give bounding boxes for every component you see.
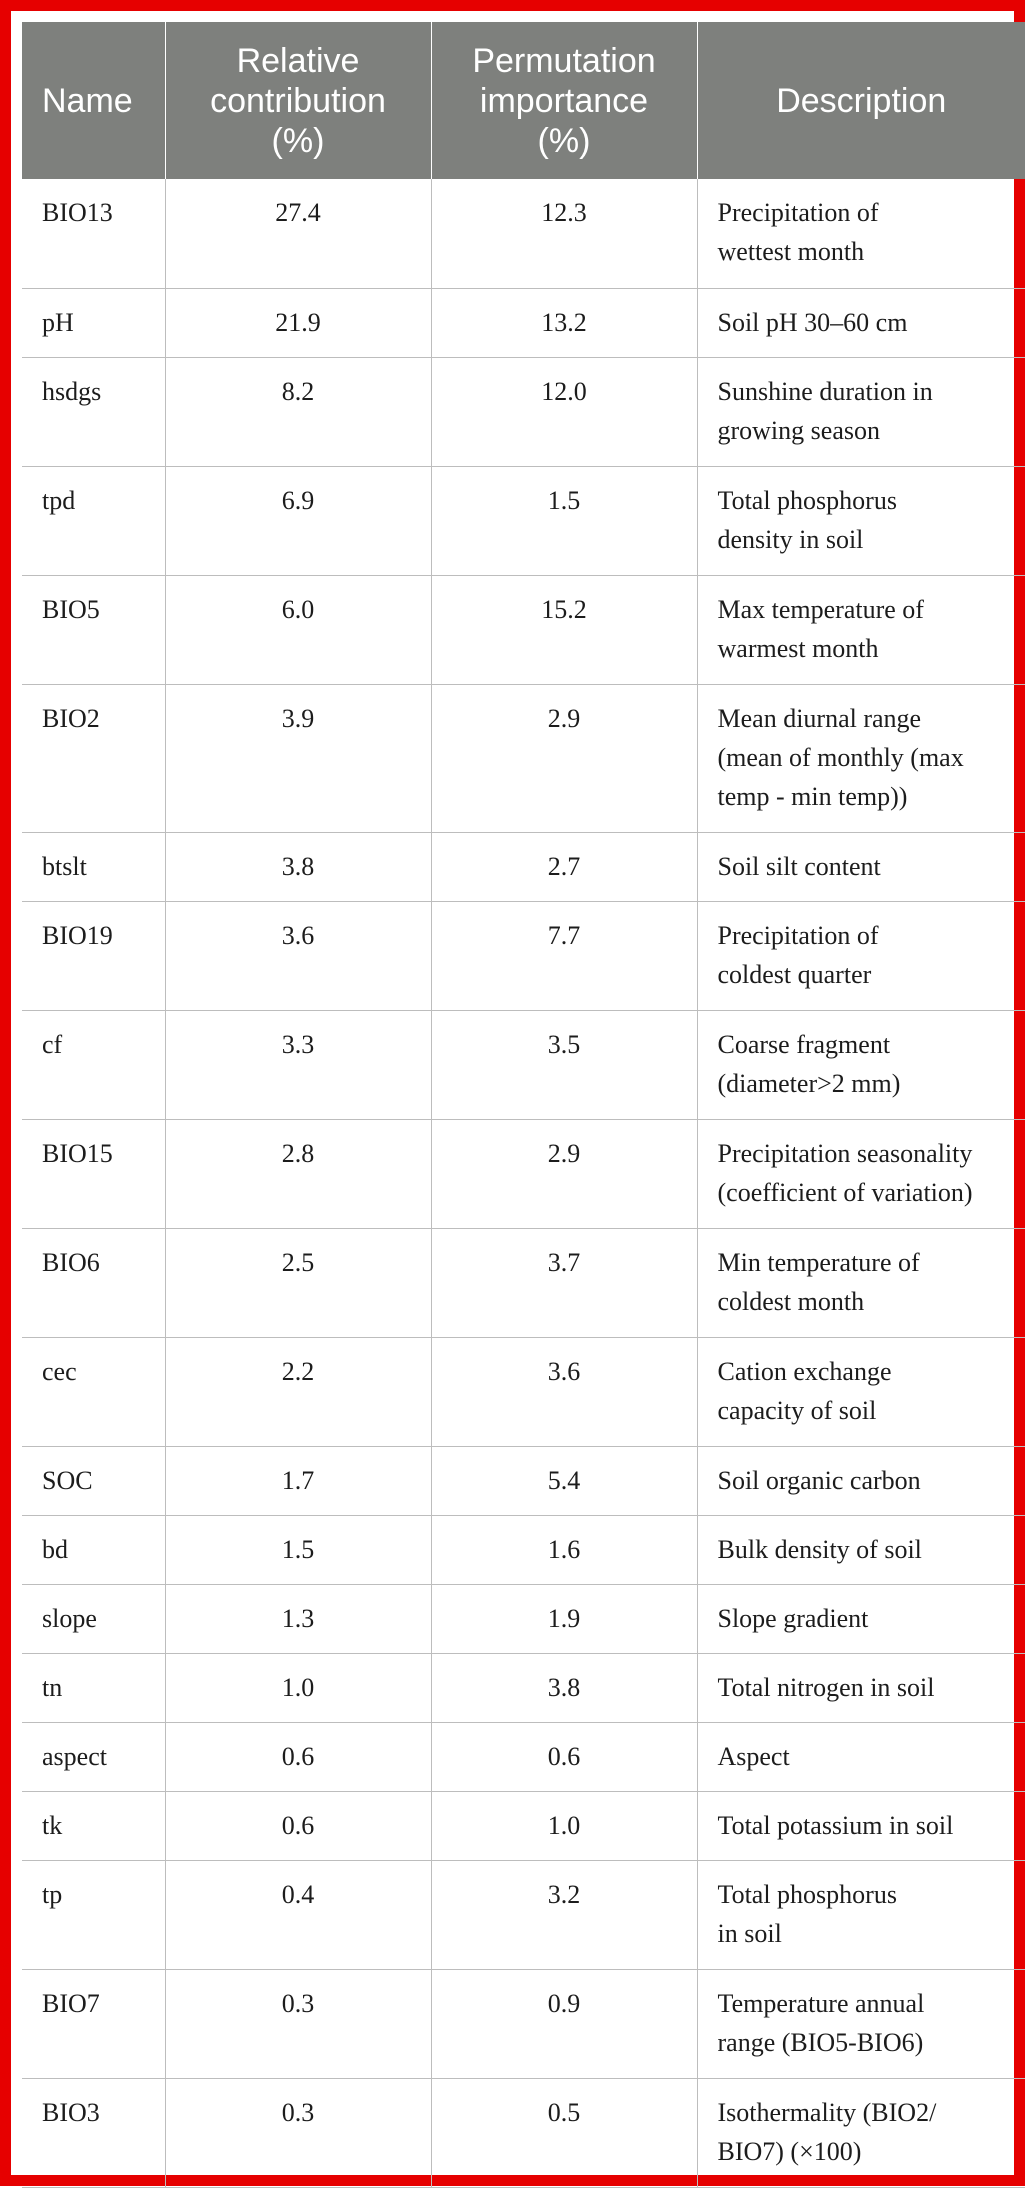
cell-description: Min temperature of coldest month — [697, 1228, 1025, 1337]
cell-relative-contribution: 2.8 — [165, 1119, 431, 1228]
cell-description: Soil pH 30–60 cm — [697, 288, 1025, 357]
table-header — [22, 22, 1025, 179]
cell-description: Precipitation seasonality (coefficient of variation) — [697, 1119, 1025, 1228]
header-description: Description — [776, 81, 947, 120]
cell-relative-contribution: 27.4 — [165, 179, 431, 288]
cell-description: Precipitation of coldest quarter — [697, 901, 1025, 1010]
table-row — [22, 2078, 1025, 2187]
cell-relative-contribution: 0.4 — [165, 1860, 431, 1969]
table-row — [22, 1860, 1025, 1969]
cell-name: cec — [22, 1337, 165, 1446]
cell-name: SOC — [22, 1446, 165, 1515]
cell-description: Aspect — [697, 1722, 1025, 1791]
cell-relative-contribution: 8.2 — [165, 357, 431, 466]
cell-name: BIO5 — [22, 575, 165, 684]
cell-permutation-importance: 3.7 — [431, 1228, 697, 1337]
table-row — [22, 179, 1025, 288]
table-row — [22, 1119, 1025, 1228]
cell-permutation-importance: 3.8 — [431, 1653, 697, 1722]
cell-relative-contribution: 3.9 — [165, 684, 431, 832]
cell-permutation-importance: 2.9 — [431, 684, 697, 832]
header-name: Name — [22, 22, 165, 179]
cell-relative-contribution: 6.9 — [165, 466, 431, 575]
cell-name: tn — [22, 1653, 165, 1722]
cell-description: Mean diurnal range (mean of monthly (max temp - min temp)) — [697, 684, 1025, 832]
cell-relative-contribution: 1.7 — [165, 1446, 431, 1515]
cell-permutation-importance: 12.3 — [431, 179, 697, 288]
cell-name: pH — [22, 288, 165, 357]
cell-name: tpd — [22, 466, 165, 575]
cell-name: BIO3 — [22, 2078, 165, 2187]
cell-relative-contribution: 2.2 — [165, 1337, 431, 1446]
table-row — [22, 466, 1025, 575]
header-row — [22, 22, 1025, 179]
cell-description: Bulk density of soil — [697, 1515, 1025, 1584]
cell-name: slope — [22, 1584, 165, 1653]
table-row — [22, 901, 1025, 1010]
cell-permutation-importance: 7.7 — [431, 901, 697, 1010]
table-row — [22, 1337, 1025, 1446]
cell-permutation-importance: 1.0 — [431, 1791, 697, 1860]
cell-name: BIO6 — [22, 1228, 165, 1337]
cell-permutation-importance: 12.0 — [431, 357, 697, 466]
table-row — [22, 1722, 1025, 1791]
table-row — [22, 1228, 1025, 1337]
cell-permutation-importance: 0.9 — [431, 1969, 697, 2078]
cell-relative-contribution: 1.5 — [165, 1515, 431, 1584]
cell-description: Total potassium in soil — [697, 1791, 1025, 1860]
table-row — [22, 1515, 1025, 1584]
cell-relative-contribution: 3.8 — [165, 832, 431, 901]
table-row — [22, 1969, 1025, 2078]
table-row — [22, 1791, 1025, 1860]
cell-permutation-importance: 15.2 — [431, 575, 697, 684]
cell-description: Slope gradient — [697, 1584, 1025, 1653]
cell-description: Temperature annual range (BIO5-BIO6) — [697, 1969, 1025, 2078]
cell-relative-contribution: 21.9 — [165, 288, 431, 357]
cell-permutation-importance: 1.6 — [431, 1515, 697, 1584]
header-permutation-importance: Permutation importance (%) — [431, 22, 697, 179]
table-row — [22, 1584, 1025, 1653]
cell-relative-contribution: 3.6 — [165, 901, 431, 1010]
cell-name: tp — [22, 1860, 165, 1969]
cell-name: hsdgs — [22, 357, 165, 466]
table-row — [22, 357, 1025, 466]
cell-description: Isothermality (BIO2/ BIO7) (×100) — [697, 2078, 1025, 2187]
cell-name: bd — [22, 1515, 165, 1584]
table-row — [22, 1446, 1025, 1515]
cell-description: Total phosphorus density in soil — [697, 466, 1025, 575]
cell-permutation-importance: 3.5 — [431, 1010, 697, 1119]
table-row — [22, 1653, 1025, 1722]
table-body — [22, 179, 1025, 2187]
table-row — [22, 832, 1025, 901]
cell-permutation-importance: 1.9 — [431, 1584, 697, 1653]
cell-relative-contribution: 1.0 — [165, 1653, 431, 1722]
table-row — [22, 684, 1025, 832]
cell-relative-contribution: 3.3 — [165, 1010, 431, 1119]
cell-relative-contribution: 1.3 — [165, 1584, 431, 1653]
cell-relative-contribution: 0.6 — [165, 1722, 431, 1791]
header-relative-contribution: Relative contribution (%) — [165, 22, 431, 179]
cell-description: Precipitation of wettest month — [697, 179, 1025, 288]
cell-relative-contribution: 0.3 — [165, 2078, 431, 2187]
cell-description: Sunshine duration in growing season — [697, 357, 1025, 466]
cell-relative-contribution: 2.5 — [165, 1228, 431, 1337]
table-row — [22, 575, 1025, 684]
cell-permutation-importance: 3.2 — [431, 1860, 697, 1969]
cell-permutation-importance: 5.4 — [431, 1446, 697, 1515]
cell-permutation-importance: 2.7 — [431, 832, 697, 901]
cell-permutation-importance: 3.6 — [431, 1337, 697, 1446]
cell-description: Coarse fragment (diameter>2 mm) — [697, 1010, 1025, 1119]
cell-permutation-importance: 0.5 — [431, 2078, 697, 2187]
cell-name: btslt — [22, 832, 165, 901]
cell-name: BIO7 — [22, 1969, 165, 2078]
table-row — [22, 1010, 1025, 1119]
cell-name: cf — [22, 1010, 165, 1119]
cell-description: Cation exchange capacity of soil — [697, 1337, 1025, 1446]
cell-permutation-importance: 13.2 — [431, 288, 697, 357]
cell-description: Total nitrogen in soil — [697, 1653, 1025, 1722]
cell-relative-contribution: 6.0 — [165, 575, 431, 684]
cell-permutation-importance: 0.6 — [431, 1722, 697, 1791]
cell-description: Total phosphorus in soil — [697, 1860, 1025, 1969]
table-row — [22, 288, 1025, 357]
variable-importance-table — [22, 22, 1025, 2188]
cell-permutation-importance: 1.5 — [431, 466, 697, 575]
cell-relative-contribution: 0.3 — [165, 1969, 431, 2078]
cell-relative-contribution: 0.6 — [165, 1791, 431, 1860]
cell-description: Soil organic carbon — [697, 1446, 1025, 1515]
cell-description: Soil silt content — [697, 832, 1025, 901]
cell-name: BIO2 — [22, 684, 165, 832]
cell-name: BIO15 — [22, 1119, 165, 1228]
cell-name: BIO19 — [22, 901, 165, 1010]
cell-permutation-importance: 2.9 — [431, 1119, 697, 1228]
cell-name: tk — [22, 1791, 165, 1860]
cell-name: BIO13 — [22, 179, 165, 288]
cell-name: aspect — [22, 1722, 165, 1791]
cell-description: Max temperature of warmest month — [697, 575, 1025, 684]
